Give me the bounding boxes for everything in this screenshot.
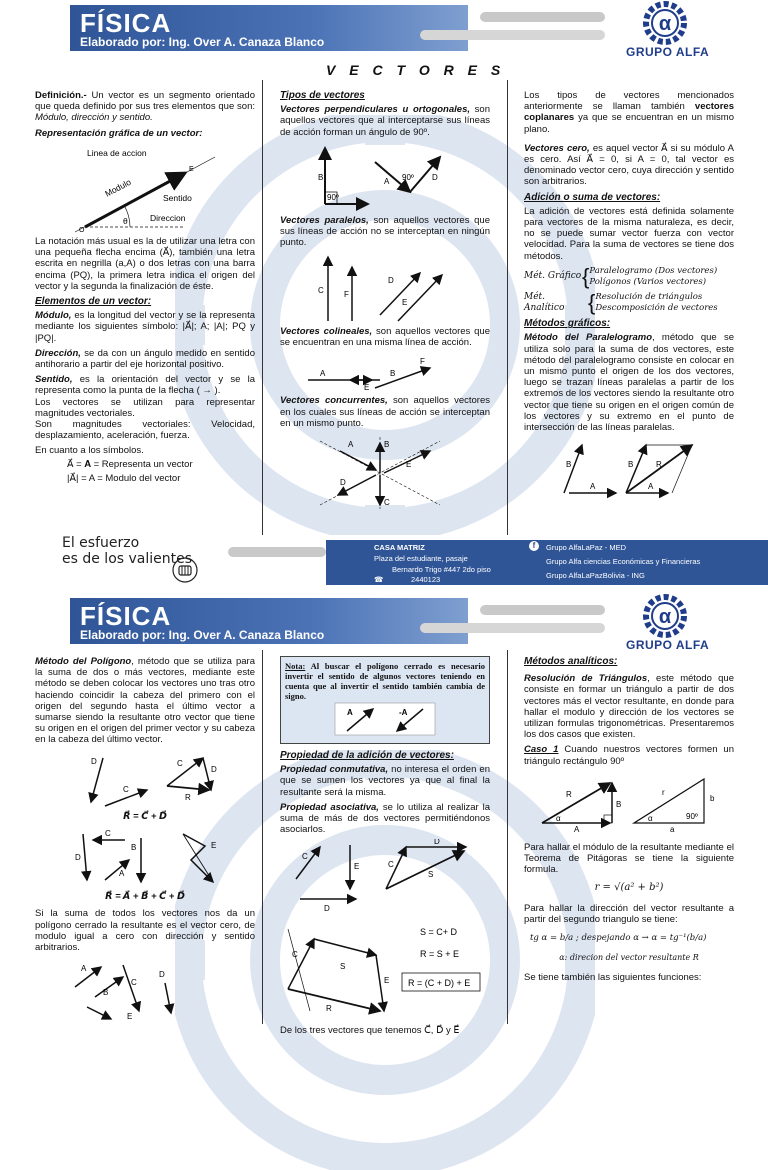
label-sentido: Sentido [163, 192, 192, 203]
pythagoras-paragraph: Para hallar el módulo de la resultante mediante el Teorema de Pitágoras se tiene la siguiente formula. [524, 842, 734, 876]
zero-vector-paragraph [524, 143, 734, 188]
poly2-label-b: B [131, 843, 137, 853]
parallelogram-text: , método que se utiliza solo para la suma de dos vectores, este método del paralelogramo consiste en colocar en un mismo punto el origen de los dos vectores, luego se trazan líneas paralelas a partir de los extremos de los vectores siendo la resultante otro vector que tiene su origen en el origen común de los vectores y su extremo en el punto de intersección de las líneas paralelas. [524, 332, 734, 434]
column-1 [35, 90, 255, 484]
header-banner [70, 5, 468, 51]
social-2[interactable]: Grupo Alfa ciencias Económicas y Financieras [546, 557, 701, 566]
graphic-method-items [589, 266, 717, 288]
polygon-text: , método que se utiliza para la suma de dos o más vectores, mediante este método se deben colocar los vectores uno tras otro haciendo coincidir la cabeza del primero con el origen del segundo hasta el último vector a sumarse siendo la resultante otro vector que tiene su origen en el origen del primer vector y su cabeza en la cabeza del último vector. [35, 656, 255, 746]
slogan-line-1: El esfuerzo [62, 535, 140, 551]
colinear-vectors-figure [280, 352, 490, 392]
examples-paragraph: Son magnitudes vectoriales: Velocidad, desplazamiento, aceleración, fuerza. [35, 419, 255, 442]
parallel-vectors-figure [280, 253, 490, 323]
right-triangle-figure [524, 771, 734, 833]
zero-vector-label: Vectores cero, [524, 142, 590, 154]
tri2-label-a: a [670, 824, 675, 833]
author-line: Elaborado por: Ing. Over A. Canaza Blanco [80, 628, 325, 642]
note-label-a: A [347, 708, 353, 717]
direccion-text: se da con un ángulo medido en sentido antihorario a partir del eje horizontal positivo. [35, 347, 255, 371]
polygon-label: Método del Polígono [35, 656, 132, 667]
associative-text: se lo utiliza al realizar la suma de más de dos vectores permitiéndonos asociarlos. [280, 801, 490, 836]
perpendicular-label: Vectores perpendiculares u ortogonales, [280, 104, 470, 116]
column-1 [35, 656, 255, 1024]
commutative-paragraph [280, 764, 490, 798]
fist-icon [172, 557, 198, 583]
polygon-equation-1: R⃗ = C⃗ + D⃗ [123, 810, 167, 822]
contact-box [326, 540, 768, 585]
logo-brand-text: GRUPO ALFA [626, 638, 710, 652]
perpendicular-paragraph [280, 104, 490, 138]
definition-elements: Módulo, dirección y sentido. [35, 112, 153, 124]
page-1-footer [0, 535, 768, 590]
label-end: E [189, 165, 194, 173]
inverted-vector-figure [285, 701, 485, 737]
polygon-paragraph [35, 656, 255, 746]
properties-heading: Propiedad de la adición de vectores: [280, 750, 454, 761]
asoc-label-r: R [326, 1004, 332, 1014]
case-1-paragraph [524, 744, 734, 766]
graphic-method-item-1: Paralelogramo (Dos vectores) [589, 265, 718, 276]
case-1-text: Cuando nuestros vectores formen un triángulo rectángulo 90º [524, 744, 734, 767]
col-label-f: F [420, 357, 425, 367]
note-label: Nota: [285, 661, 306, 671]
tri1-label-r: R [566, 789, 572, 799]
paral-label-b1: B [566, 460, 572, 470]
tri2-label-b: b [710, 793, 715, 803]
perpendicular-vectors-figure [280, 142, 490, 212]
case-1-label: Caso 1 [524, 744, 559, 756]
associative-label: Propiedad asociativa, [280, 801, 379, 813]
commutative-label: Propiedad conmutativa, [280, 764, 389, 776]
polygon-sum-figure-2 [35, 826, 255, 890]
polygon-equation-2: R⃗ = A⃗ + B⃗ + C⃗ + D⃗ [105, 891, 185, 903]
column-divider [507, 80, 508, 535]
tri1-label-b: B [616, 799, 622, 809]
definition-paragraph [35, 90, 255, 124]
asoc-label-d1: D [324, 904, 330, 914]
grupo-alfa-logo [620, 593, 710, 655]
poly1-label-c2: C [177, 758, 183, 768]
label-modulo: Modulo [103, 176, 133, 199]
coplanar-text: Los tipos de vectores mencionados anteriormente se llaman también [524, 90, 734, 113]
column-2 [280, 90, 490, 516]
par-label-f: F [344, 289, 349, 299]
vector-representation-figure [35, 141, 255, 233]
colinear-label: Vectores colineales, [280, 325, 373, 337]
coplanar-paragraph [524, 90, 734, 135]
paral-label-b2: B [628, 460, 634, 470]
gear-logo-icon [620, 0, 710, 46]
parallelogram-figure [524, 437, 734, 499]
definition-text: Un vector es un segmento orientado que queda definido por sus tres elementos que son: [35, 90, 255, 113]
symbols-intro: En cuanto a los símbolos. [35, 445, 144, 457]
direction-paragraph: Para hallar la dirección del vector resultante a partir del segundo triangulo se tiene: [524, 902, 734, 926]
phone-number: 2440123 [411, 575, 441, 584]
page-2 [0, 590, 768, 1036]
label-theta: θ [123, 215, 128, 226]
asoc-label-s1: S [428, 870, 434, 880]
triangle-resolution-label: Resolución de Triángulos [524, 673, 648, 685]
eq-s: S = C+ D [420, 927, 458, 938]
conc-label-e: E [406, 460, 412, 470]
header-gray-bar-2 [420, 30, 605, 40]
social-3[interactable]: Grupo AlfaLaPazBolivia - ING [546, 571, 645, 580]
subject-title: FÍSICA [80, 601, 172, 631]
addition-heading: Adición o suma de vectores: [524, 191, 661, 203]
parallelogram-paragraph [524, 332, 734, 433]
triangle-resolution-text: , este método que consiste en formar un triángulo a partir de dos vectores más el vector resultante, en donde para hallar el modulo y dirección de los vectores se utilizan formulas trigonométricas. Presentaremos los dos casos que existen. [524, 673, 734, 741]
poly1-label-d1: D [91, 756, 97, 766]
column-divider [262, 80, 263, 535]
symbol-line-2: |A⃗| = A = Modulo del vector [67, 472, 181, 484]
closed-label-e: E [127, 1012, 133, 1022]
tri2-label-angle: 90º [686, 811, 698, 821]
sentido-text: es la orientación del vector y se la representa como la punta de la flecha ( → ). [35, 374, 255, 397]
casa-matriz-label: CASA MATRIZ [374, 543, 425, 552]
poly2-label-a: A [119, 869, 125, 879]
column-divider [507, 650, 508, 1024]
graphic-methods-brace [524, 263, 734, 289]
direccion-paragraph [35, 348, 255, 370]
note-label-neg-a: -A [399, 708, 408, 717]
closed-label-a: A [81, 964, 87, 974]
column-3 [524, 90, 734, 502]
concurrent-paragraph [280, 395, 490, 429]
parallel-label: Vectores paralelos, [280, 215, 369, 227]
paral-label-r: R [656, 460, 662, 470]
symbol-line-1: A⃗ = 𝐀 = Representa un vector [67, 458, 193, 470]
asoc-label-d2: D [434, 839, 440, 847]
elements-heading: Elementos de un vector: [35, 296, 152, 308]
address-line-1: Plaza del estudiante, pasaje [374, 554, 468, 563]
note-text: Al buscar el polígono cerrado es necesario invertir el sentido de algunos vectores teniendo en cuenta que al invertir el sentido también cambia de signo. [285, 661, 485, 701]
label-direccion: Direccion [150, 212, 186, 223]
subject-title: FÍSICA [80, 8, 172, 38]
poly2-label-e: E [211, 841, 217, 851]
tangent-equation: tg α = b/a ; despejando α → α = tg⁻¹(b/a) [530, 933, 707, 944]
poly1-label-d2: D [211, 764, 217, 774]
addition-paragraph: La adición de vectores está definida solamente para vectores de la misma naturaleza, es decir, no se puede sumar vector fuerza con vector velocidad. Para la suma de vectores se tiene dos métodos. [524, 205, 734, 262]
parallelogram-label: Método del Paralelogramo [524, 332, 653, 344]
tri1-label-alpha: α [556, 813, 561, 823]
par-label-e: E [402, 297, 408, 307]
poly2-label-d: D [75, 853, 81, 863]
magnitudes-paragraph: Los vectores se utilizan para representar magnitudes vectoriales. [35, 396, 255, 419]
colinear-paragraph [280, 326, 490, 348]
analytic-methods-brace [524, 292, 734, 314]
closed-label-b: B [103, 988, 109, 998]
phone-icon: ☎ [374, 575, 384, 584]
associative-paragraph [280, 802, 490, 836]
footer-gray-bar [228, 547, 326, 557]
column-3 [524, 656, 734, 987]
graphic-method-item-2: Polígonos (Varios vectores) [589, 276, 707, 287]
gear-logo-icon [620, 593, 710, 639]
modulo-paragraph [35, 310, 255, 344]
conc-label-a: A [348, 440, 354, 450]
logo-brand-text: GRUPO ALFA [626, 45, 710, 59]
analytic-methods-heading: Métodos analíticos: [524, 656, 618, 667]
column-2 [280, 656, 490, 1040]
poly2-label-c: C [105, 829, 111, 839]
paral-label-a2: A [648, 482, 654, 492]
col-label-b: B [390, 369, 396, 379]
parallel-paragraph [280, 215, 490, 249]
types-heading: Tipos de vectores [280, 90, 365, 101]
triangle-resolution-paragraph [524, 673, 734, 740]
closed-polygon-figure [35, 957, 255, 1021]
brace-icon: { [582, 263, 590, 289]
pythagoras-equation: r = √(a² + b²) [594, 881, 664, 893]
direccion-label: Dirección, [35, 347, 81, 359]
definition-label: Definición.- [35, 90, 87, 101]
header-gray-bar [480, 12, 605, 22]
label-origin: O [79, 226, 85, 233]
address-line-2: Bernardo Trigo #447 2do piso [392, 565, 491, 574]
alpha-note: α: direcion del vector resultante R [559, 953, 699, 963]
coplanar-bold: vectores coplanares [524, 101, 734, 124]
poly1-label-r: R [185, 792, 191, 802]
eq-r: R = S + E [420, 949, 460, 960]
perp-label-b: B [318, 172, 324, 182]
parallel-text: son aquellos vectores que sus líneas de acción no se interceptan en ningún punto. [280, 215, 490, 249]
asoc-label-c1: C [302, 852, 308, 862]
social-1[interactable]: Grupo AlfaLaPaz - MED [546, 543, 627, 552]
bottom-paragraph: De los tres vectores que tenemos C⃗, D⃗ y E⃗ [280, 1024, 460, 1036]
perp-angle-2: 90º [402, 172, 414, 182]
analytic-method-items [595, 292, 717, 314]
modulo-text: es la longitud del vector y se la representa mediante los siguientes símbolo: |A⃗|; A; |A|; PQ y |PQ|. [35, 310, 255, 344]
brace-icon: { [588, 290, 596, 316]
zero-vector-text: es aquel vector A⃗ si su módulo A es cero. Así A⃗ = 0, si A = 0, tal vector es denominado vector cero, cuya dirección y sentido son arbitrarios. [524, 142, 734, 188]
header-gray-bar-2 [420, 623, 605, 633]
analytic-method-label: Mét. Analítico [524, 291, 565, 314]
slogan-line-2: es de los valientes [62, 551, 193, 567]
commutative-text: no interesa el orden en que se sumen los vectores ya que al final la resultante será la misma. [280, 764, 490, 798]
analytic-method-item-2: Descomposición de vectores [595, 303, 718, 314]
asoc-label-e2: E [384, 976, 390, 986]
polygon-sum-figure-1 [35, 750, 255, 812]
conc-label-c: C [384, 498, 390, 508]
colinear-text: son aquellos vectores que se encuentran en una misma línea de acción. [280, 325, 490, 349]
perp-label-a: A [384, 176, 390, 186]
closed-label-c: C [131, 978, 137, 988]
perpendicular-text: son aquellos vectores que al interceptarse sus líneas de acción forman un ángulo de 90º. [280, 104, 490, 138]
tri2-label-alpha: α [648, 813, 653, 823]
asoc-label-s2: S [340, 962, 346, 972]
conc-label-d: D [340, 478, 346, 488]
closed-polygon-paragraph: Si la suma de todos los vectores nos da un polígono cerrado la resultante es el vector cero, de modulo igual a cero con dirección y sentido arbitrarios. [35, 908, 255, 954]
coplanar-end: ya que se encuentran en un mismo plano. [524, 112, 734, 135]
author-line: Elaborado por: Ing. Over A. Canaza Blanco [80, 35, 325, 49]
perp-label-d: D [432, 172, 438, 182]
eq-box: R = (C + D) + E [408, 978, 471, 989]
column-divider [262, 650, 263, 1024]
graphic-method-label: Mét. Gráfico [524, 271, 582, 282]
graphic-methods-heading: Métodos gráficos: [524, 318, 611, 330]
page-title: V E C T O R E S [326, 62, 506, 78]
header-banner [70, 598, 468, 644]
conc-label-b: B [384, 440, 390, 450]
par-label-d: D [388, 275, 394, 285]
tri1-label-a: A [574, 824, 580, 833]
col-label-a: A [320, 369, 326, 379]
perp-angle-1: 90º [327, 192, 339, 202]
sentido-label: Sentido, [35, 374, 73, 386]
tri2-label-r: r [662, 787, 665, 797]
asoc-label-c3: C [292, 950, 298, 960]
col-label-e: E [364, 383, 370, 393]
asoc-label-c2: C [388, 860, 394, 870]
facebook-icon: f [529, 541, 539, 551]
paral-label-a1: A [590, 482, 596, 492]
asoc-label-e1: E [354, 862, 360, 872]
concurrent-vectors-figure [280, 433, 490, 513]
sentido-paragraph [35, 374, 255, 396]
note-box [280, 656, 490, 744]
logo-alpha: α [658, 606, 672, 628]
closed-label-d: D [159, 970, 165, 980]
header-gray-bar [480, 605, 605, 615]
notation-paragraph: La notación más usual es la de utilizar una letra con una pequeña flecha encima (A⃗), también una letra escrita en negrilla (a,A) o dos letras con una barra encima (PQ), la primera letra indica el origen del vector y la segunda la finalización de éste. [35, 236, 255, 292]
functions-paragraph: Se tiene también las siguientes funciones: [524, 971, 702, 983]
representation-heading: Representación gráfica de un vector: [35, 127, 203, 139]
poly1-label-c1: C [123, 784, 129, 794]
label-linea-accion: Linea de accion [87, 147, 147, 158]
par-label-c: C [318, 285, 324, 295]
associative-property-figure [280, 839, 490, 1015]
logo-alpha: α [658, 13, 672, 35]
modulo-label: Módulo, [35, 310, 72, 322]
analytic-method-item-1: Resolución de triángulos [595, 292, 703, 303]
grupo-alfa-logo [620, 0, 710, 62]
concurrent-text: son aquellos vectores en los cuales sus líneas de acción se interceptan en un mismo punto. [280, 395, 491, 429]
concurrent-label: Vectores concurrentes, [280, 395, 388, 407]
